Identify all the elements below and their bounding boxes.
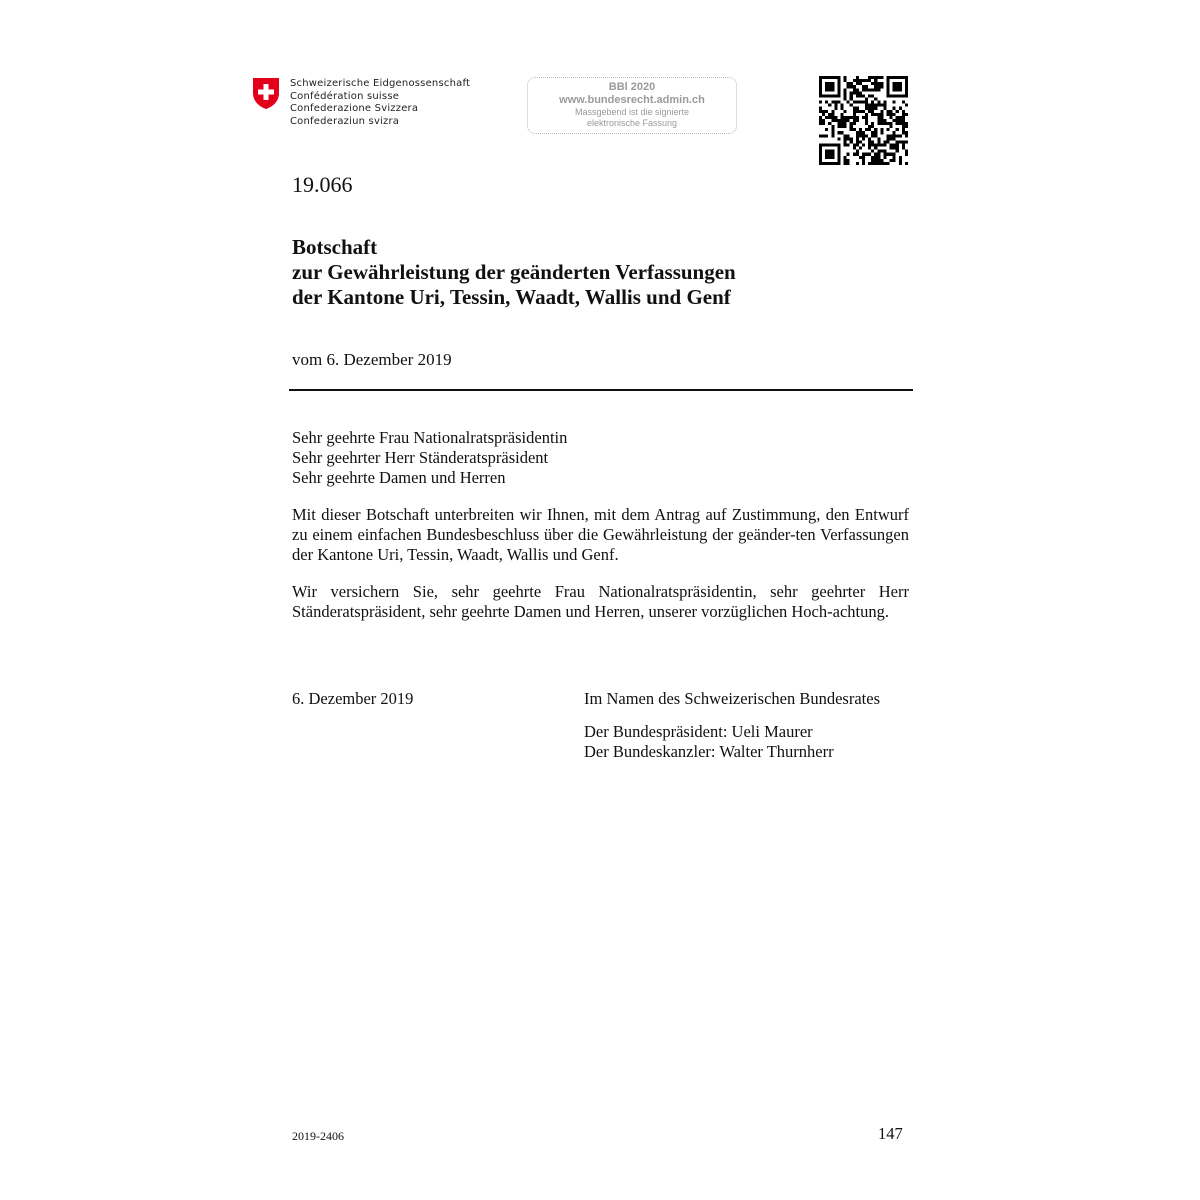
signature-president: Der Bundespräsident: Ueli Maurer xyxy=(584,722,813,741)
confederation-names xyxy=(290,78,470,128)
signature-chancellor: Der Bundeskanzler: Walter Thurnherr xyxy=(584,742,834,761)
paragraph-closing: Wir versichern Sie, sehr geehrte Frau Nationalratspräsidentin, sehr geehrter Herr Ständeratspräsident, sehr geehrte Damen und Herren, unserer vorzüglichen Hoch-achtung. xyxy=(292,582,909,621)
salutation-1: Sehr geehrte Frau Nationalratspräsidentin xyxy=(292,428,568,447)
signature-date: 6. Dezember 2019 xyxy=(292,689,414,708)
qr-code-icon xyxy=(819,76,908,165)
signature-block xyxy=(584,689,880,762)
document-title xyxy=(292,235,912,310)
divider xyxy=(289,389,913,391)
swiss-cross-shield-icon xyxy=(252,77,280,110)
bbl-stamp xyxy=(527,77,737,134)
stamp-reference: BBl 2020 xyxy=(608,81,656,93)
confederation-name-rm: Confederaziun svizra xyxy=(290,115,400,127)
page-number: 147 xyxy=(878,1124,903,1143)
title-line-1: Botschaft xyxy=(292,235,378,259)
stamp-note-line1: Massgebend ist die signierte xyxy=(574,107,690,117)
salutation-3: Sehr geehrte Damen und Herren xyxy=(292,468,506,487)
confederation-name-fr: Confédération suisse xyxy=(290,90,400,102)
footer-code: 2019-2406 xyxy=(292,1129,344,1143)
salutations xyxy=(292,428,567,488)
stamp-url: www.bundesrecht.admin.ch xyxy=(559,94,705,106)
confederation-name-it: Confederazione Svizzera xyxy=(290,103,419,114)
title-line-3: der Kantone Uri, Tessin, Waadt, Wallis und Genf xyxy=(292,285,731,309)
paragraph-proposal: Mit dieser Botschaft unterbreiten wir Ihnen, mit dem Antrag auf Zustimmung, den Entwurf zu einem einfachen Bundesbeschluss über die Gewährleistung der geänder-ten Verfassungen der Kantone Uri, Tessin, Waadt, Wallis und Genf. xyxy=(292,505,909,564)
signature-in-name: Im Namen des Schweizerischen Bundesrates xyxy=(584,689,880,708)
salutation-2: Sehr geehrter Herr Ständeratspräsident xyxy=(292,448,549,467)
stamp-note-line2: elektronische Fassung xyxy=(586,118,678,128)
confederation-name-de: Schweizerische Eidgenossenschaft xyxy=(290,78,471,89)
title-line-2: zur Gewährleistung der geänderten Verfassungen xyxy=(292,260,736,284)
document-date: vom 6. Dezember 2019 xyxy=(292,350,452,369)
document-number: 19.066 xyxy=(292,172,353,197)
